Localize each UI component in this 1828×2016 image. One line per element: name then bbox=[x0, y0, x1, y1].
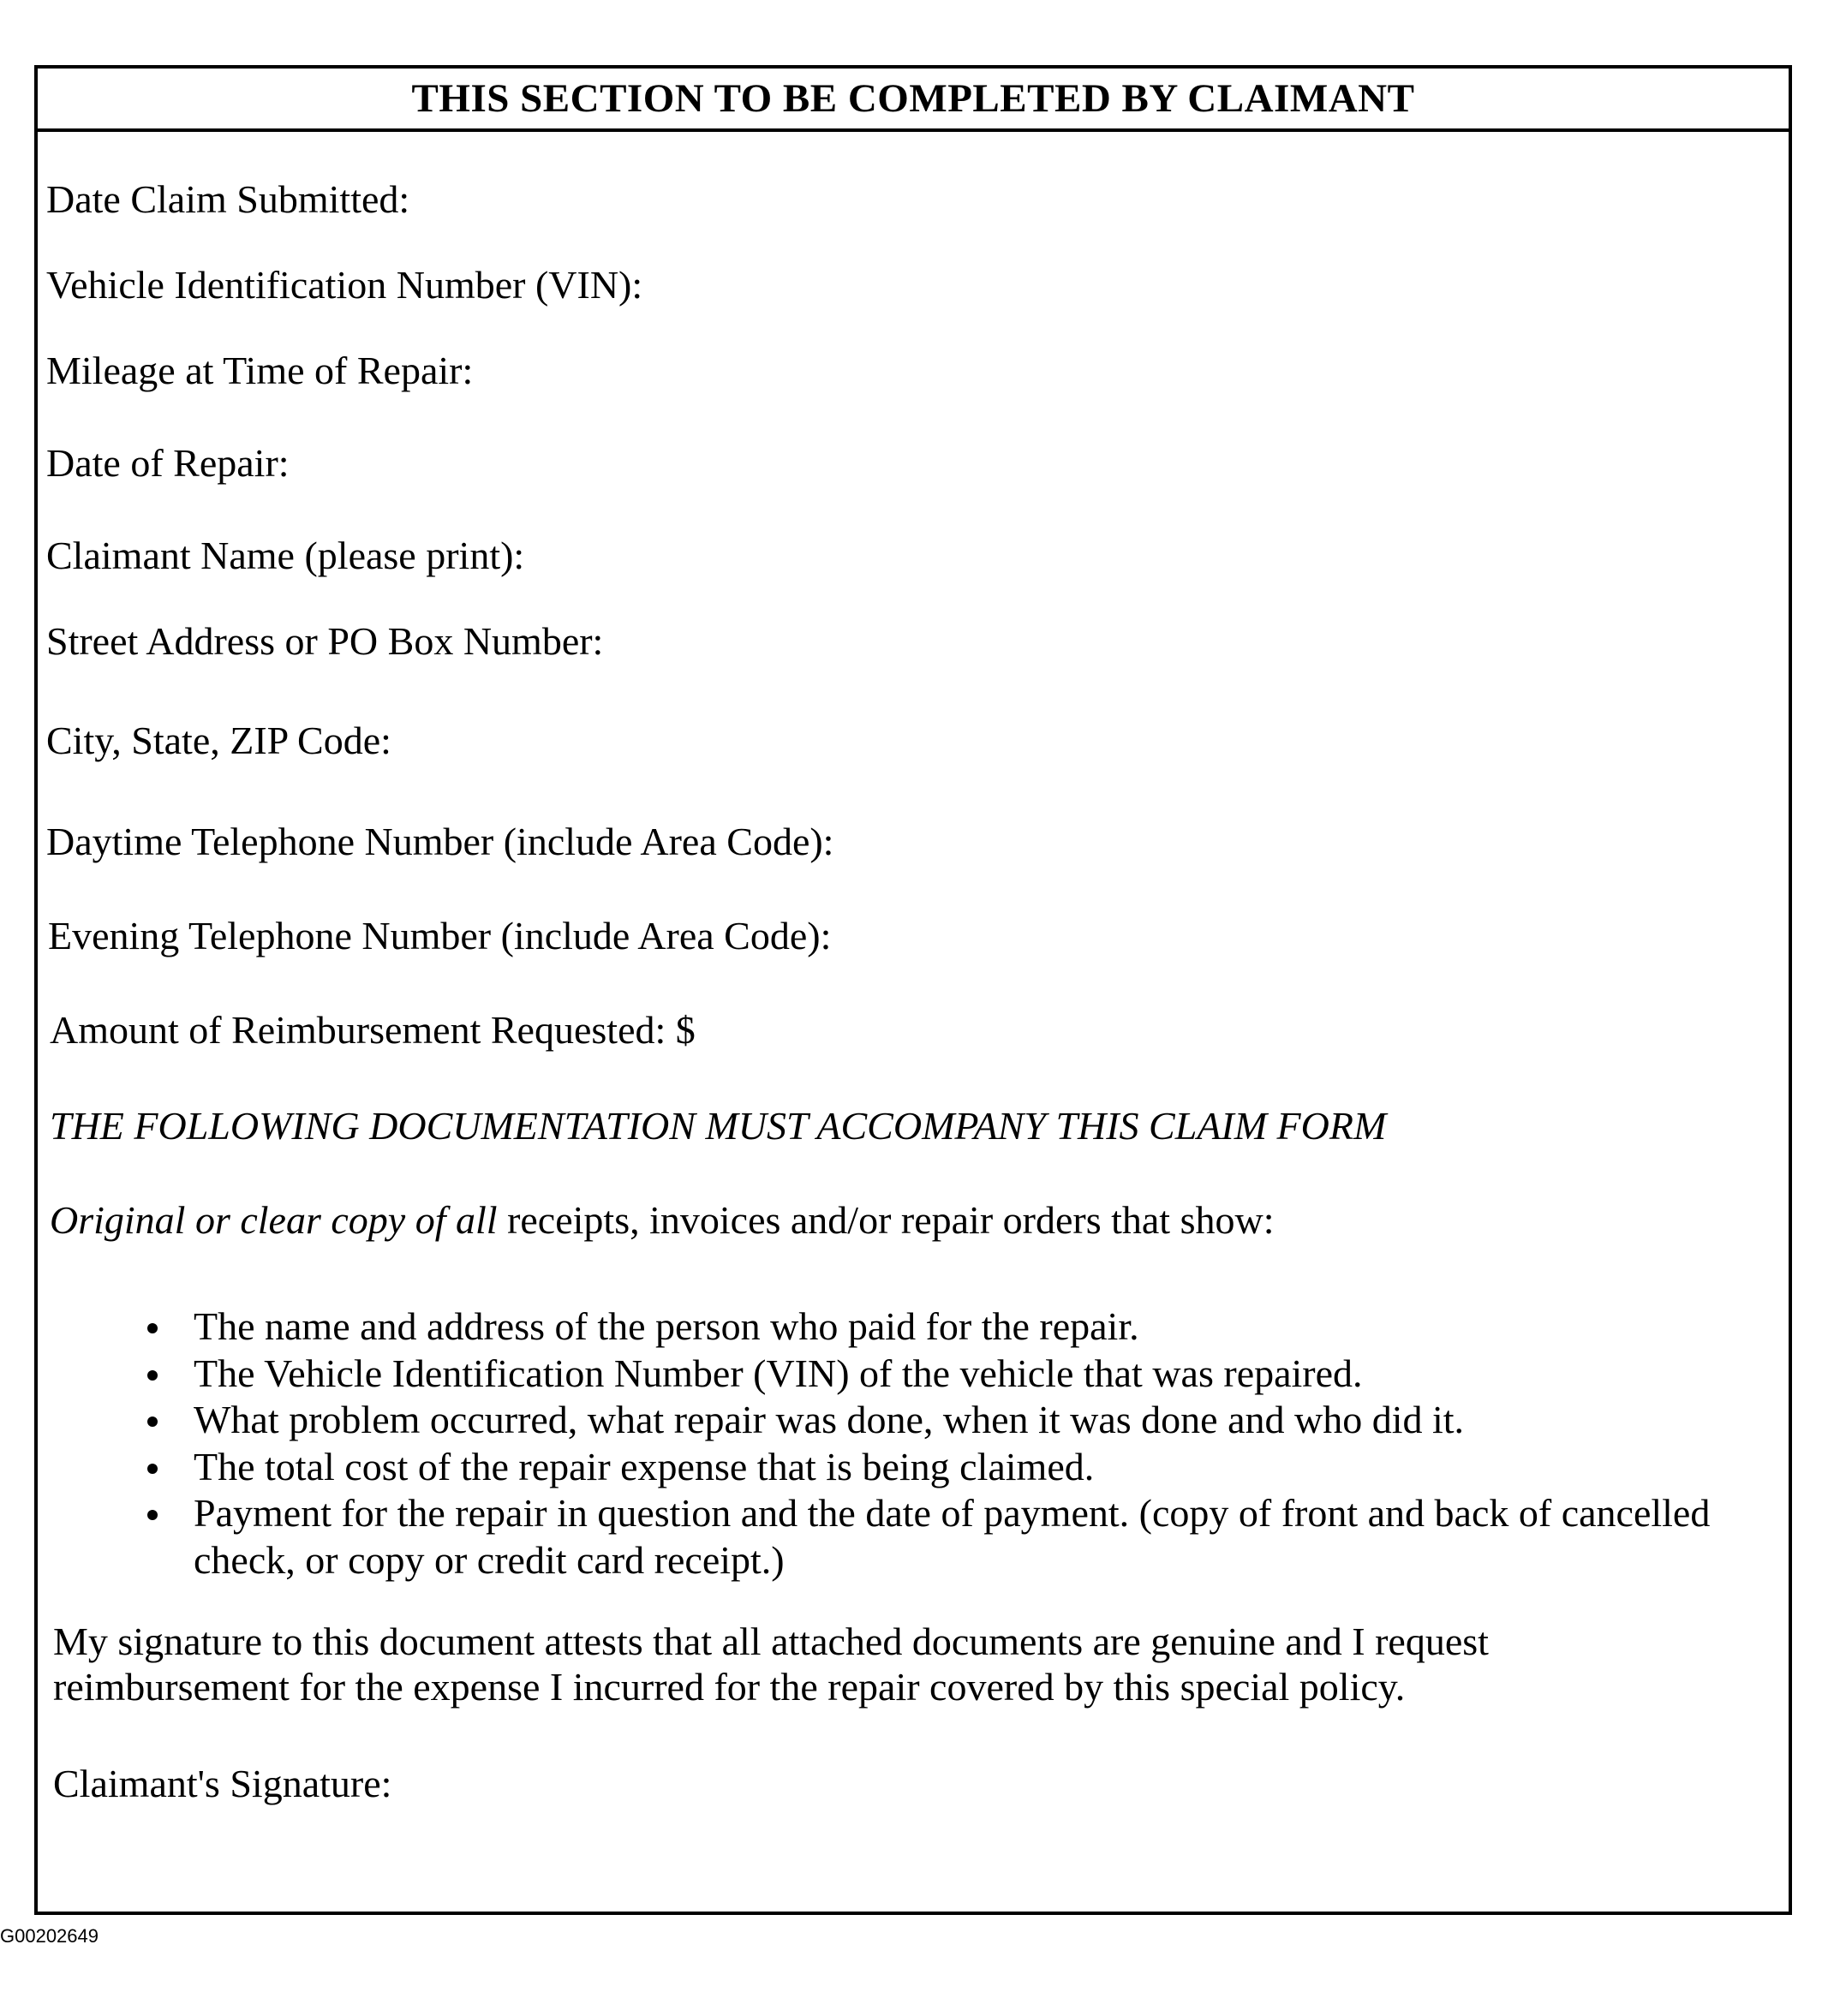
evening-phone-label: Evening Telephone Number (include Area Code): bbox=[48, 914, 832, 957]
bullet-icon bbox=[147, 1510, 158, 1520]
documentation-intro-text: receipts, invoices and/or repair orders that show: bbox=[497, 1198, 1275, 1242]
date-of-repair-label: Date of Repair: bbox=[46, 441, 290, 485]
list-item: The name and address of the person who paid for the repair. bbox=[111, 1303, 1790, 1351]
amount-requested-label: Amount of Reimbursement Requested: $ bbox=[50, 1008, 696, 1052]
daytime-phone-label: Daytime Telephone Number (include Area Code): bbox=[46, 820, 834, 863]
attestation-text: My signature to this document attests that all attached documents are genuine and I request reimbursement for the expense I incurred for the repair covered by this special policy. bbox=[53, 1619, 1489, 1709]
mileage-label: Mileage at Time of Repair: bbox=[46, 349, 474, 392]
list-item: The Vehicle Identification Number (VIN) of the vehicle that was repaired. bbox=[111, 1351, 1790, 1398]
bullet-icon bbox=[147, 1464, 158, 1474]
document-code: G00202649 bbox=[0, 1925, 99, 1947]
date-claim-submitted-label: Date Claim Submitted: bbox=[46, 177, 410, 221]
bullet-icon bbox=[147, 1323, 158, 1333]
documentation-heading: THE FOLLOWING DOCUMENTATION MUST ACCOMPANY THIS CLAIM FORM bbox=[50, 1104, 1387, 1148]
documentation-bullet-list bbox=[111, 1303, 1790, 1584]
street-address-label: Street Address or PO Box Number: bbox=[46, 619, 604, 663]
claim-form-section bbox=[34, 65, 1792, 1915]
bullet-icon bbox=[147, 1417, 158, 1427]
signature-label: Claimant's Signature: bbox=[53, 1762, 392, 1805]
vin-label: Vehicle Identification Number (VIN): bbox=[46, 263, 643, 307]
bullet-icon bbox=[147, 1370, 158, 1381]
city-state-zip-label: City, State, ZIP Code: bbox=[46, 719, 391, 762]
documentation-intro bbox=[50, 1198, 1275, 1242]
section-header: THIS SECTION TO BE COMPLETED BY CLAIMANT bbox=[38, 69, 1789, 132]
list-item: The total cost of the repair expense that is being claimed. bbox=[111, 1444, 1790, 1491]
documentation-intro-emphasis: Original or clear copy of all bbox=[50, 1198, 498, 1242]
claimant-name-label: Claimant Name (please print): bbox=[46, 534, 525, 577]
list-item: Payment for the repair in question and the date of payment. (copy of front and back of cancelled check, or copy or credit card receipt.) bbox=[111, 1490, 1790, 1584]
list-item: What problem occurred, what repair was done, when it was done and who did it. bbox=[111, 1397, 1790, 1444]
